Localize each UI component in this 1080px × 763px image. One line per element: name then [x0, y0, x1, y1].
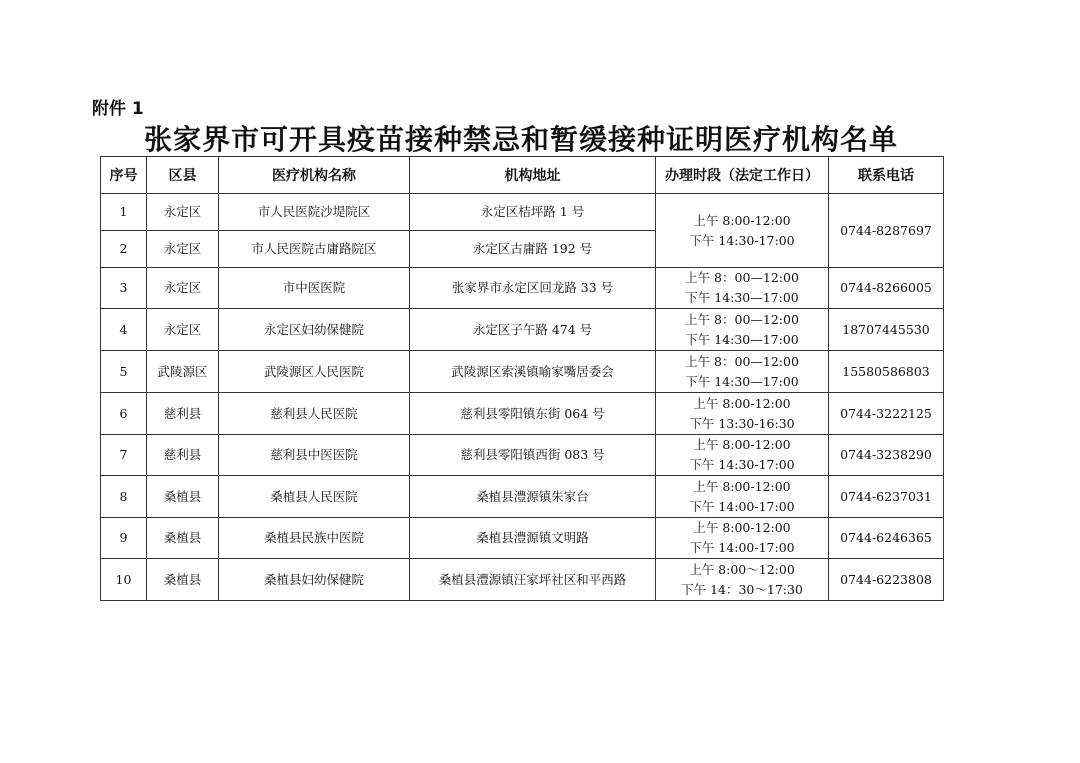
hours-morning: 上午 8:00～12:00 — [689, 561, 795, 577]
cell-phone: 0744-8287697 — [829, 194, 944, 268]
document-title: 张家界市可开具疫苗接种禁忌和暂缓接种证明医疗机构名单 — [143, 123, 898, 156]
cell-address: 永定区桔坪路 1 号 — [410, 194, 656, 231]
hours-morning: 上午 8:00-12:00 — [693, 395, 791, 411]
cell-phone: 0744-3222125 — [829, 393, 944, 435]
cell-serial: 2 — [101, 231, 147, 268]
cell-address: 桑植县澧源镇文明路 — [410, 518, 656, 559]
table-row — [101, 393, 944, 435]
cell-address: 永定区古庸路 192 号 — [410, 231, 656, 268]
hours-afternoon: 下午 14:30-17:00 — [689, 232, 795, 248]
cell-phone: 0744-3238290 — [829, 435, 944, 476]
cell-county: 慈利县 — [147, 435, 219, 476]
table-header-row — [101, 157, 944, 194]
hours-afternoon: 下午 14:30—17:00 — [685, 290, 799, 305]
cell-county: 永定区 — [147, 268, 219, 309]
header-hours: 办理时段（法定工作日） — [656, 157, 829, 194]
cell-hours — [656, 435, 829, 476]
cell-hours — [656, 351, 829, 393]
hours-morning: 上午 8:00-12:00 — [693, 520, 791, 535]
cell-county: 慈利县 — [147, 393, 219, 435]
cell-institution-name: 慈利县中医医院 — [219, 435, 410, 476]
cell-address: 张家界市永定区回龙路 33 号 — [410, 268, 656, 309]
table-row — [101, 268, 944, 309]
cell-phone: 15580586803 — [829, 351, 944, 393]
cell-county: 永定区 — [147, 231, 219, 268]
cell-hours — [656, 393, 829, 435]
cell-phone: 18707445530 — [829, 309, 944, 351]
hours-morning: 上午 8：00—12:00 — [685, 353, 799, 369]
cell-hours — [656, 518, 829, 559]
cell-serial: 4 — [101, 309, 147, 351]
cell-institution-name: 市人民医院沙堤院区 — [219, 194, 410, 231]
cell-institution-name: 桑植县民族中医院 — [219, 518, 410, 559]
cell-address: 慈利县零阳镇东街 064 号 — [410, 393, 656, 435]
cell-address: 武陵源区索溪镇喻家嘴居委会 — [410, 351, 656, 393]
cell-serial: 1 — [101, 194, 147, 231]
attachment-label: 附件 1 — [92, 99, 144, 119]
table-row — [101, 476, 944, 518]
cell-serial: 3 — [101, 268, 147, 309]
cell-hours — [656, 268, 829, 309]
cell-county: 桑植县 — [147, 476, 219, 518]
hours-morning: 上午 8:00-12:00 — [693, 478, 791, 494]
hours-afternoon: 下午 14:00-17:00 — [689, 540, 795, 555]
header-institution-name: 医疗机构名称 — [219, 157, 410, 194]
table-row — [101, 518, 944, 559]
hours-afternoon: 下午 14:30-17:00 — [689, 457, 795, 472]
cell-institution-name: 市人民医院古庸路院区 — [219, 231, 410, 268]
table-row — [101, 559, 944, 601]
hours-morning: 上午 8：00—12:00 — [685, 270, 799, 285]
cell-phone: 0744-8266005 — [829, 268, 944, 309]
cell-serial: 6 — [101, 393, 147, 435]
table-row — [101, 309, 944, 351]
hours-afternoon: 下午 13:30-16:30 — [689, 415, 795, 431]
cell-serial: 10 — [101, 559, 147, 601]
cell-county: 桑植县 — [147, 518, 219, 559]
cell-county: 武陵源区 — [147, 351, 219, 393]
hours-afternoon: 下午 14：30～17:30 — [681, 581, 803, 597]
cell-county: 永定区 — [147, 194, 219, 231]
cell-institution-name: 市中医医院 — [219, 268, 410, 309]
table-row — [101, 435, 944, 476]
header-phone: 联系电话 — [829, 157, 944, 194]
cell-institution-name: 桑植县妇幼保健院 — [219, 559, 410, 601]
cell-address: 桑植县澧源镇朱家台 — [410, 476, 656, 518]
hours-morning: 上午 8:00-12:00 — [693, 437, 791, 452]
cell-phone: 0744-6223808 — [829, 559, 944, 601]
cell-institution-name: 桑植县人民医院 — [219, 476, 410, 518]
cell-county: 永定区 — [147, 309, 219, 351]
table-row — [101, 194, 944, 231]
cell-hours — [656, 309, 829, 351]
cell-address: 桑植县澧源镇汪家坪社区和平西路 — [410, 559, 656, 601]
hours-afternoon: 下午 14:30—17:00 — [685, 373, 799, 389]
cell-serial: 8 — [101, 476, 147, 518]
cell-institution-name: 武陵源区人民医院 — [219, 351, 410, 393]
cell-hours — [656, 559, 829, 601]
hours-afternoon: 下午 14:30—17:00 — [685, 331, 799, 347]
institution-table — [100, 156, 944, 601]
cell-serial: 5 — [101, 351, 147, 393]
cell-phone: 0744-6246365 — [829, 518, 944, 559]
cell-serial: 7 — [101, 435, 147, 476]
cell-phone: 0744-6237031 — [829, 476, 944, 518]
cell-institution-name: 永定区妇幼保健院 — [219, 309, 410, 351]
cell-hours — [656, 194, 829, 268]
header-serial: 序号 — [101, 157, 147, 194]
hours-morning: 上午 8:00-12:00 — [693, 212, 791, 228]
cell-address: 永定区子午路 474 号 — [410, 309, 656, 351]
cell-hours — [656, 476, 829, 518]
hours-morning: 上午 8：00—12:00 — [685, 311, 799, 327]
table-row — [101, 351, 944, 393]
cell-serial: 9 — [101, 518, 147, 559]
hours-afternoon: 下午 14:00-17:00 — [689, 498, 795, 514]
cell-county: 桑植县 — [147, 559, 219, 601]
header-county: 区县 — [147, 157, 219, 194]
header-address: 机构地址 — [410, 157, 656, 194]
cell-institution-name: 慈利县人民医院 — [219, 393, 410, 435]
cell-address: 慈利县零阳镇西街 083 号 — [410, 435, 656, 476]
